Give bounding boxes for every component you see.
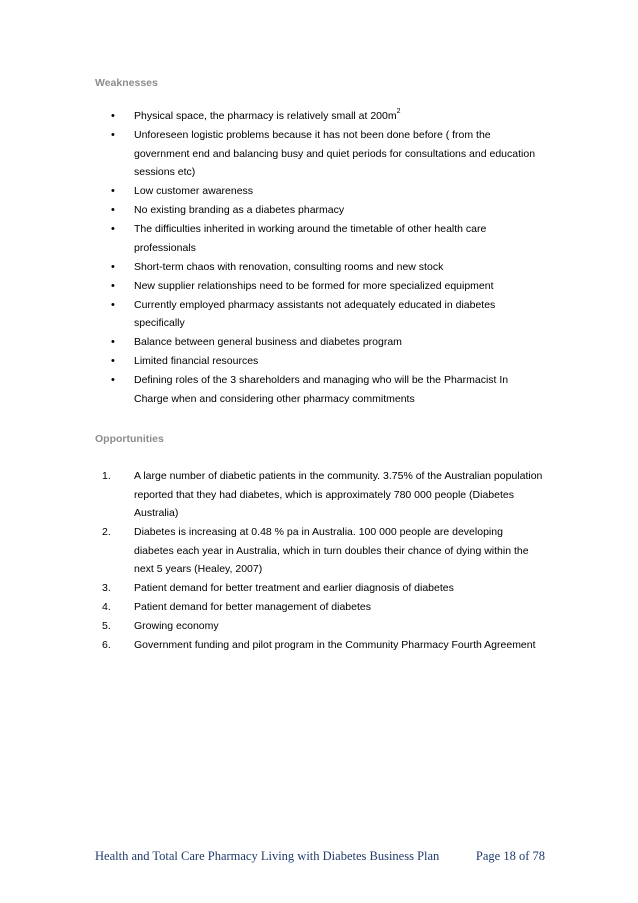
opportunity-text: A large number of diabetic patients in the community. 3.75% of the Australian population reported that they had diabetes, which is approximately 780 000 people (Diabetes Australia): [134, 470, 543, 519]
weakness-item: [95, 107, 545, 126]
footer-document-title: Health and Total Care Pharmacy Living with Diabetes Business Plan: [95, 849, 440, 863]
weakness-item: [95, 182, 545, 201]
bullet-icon: •: [111, 260, 115, 273]
opportunity-text: Patient demand for better treatment and earlier diagnosis of diabetes: [134, 582, 454, 594]
opportunity-item: [95, 579, 545, 598]
weakness-text: Unforeseen logistic problems because it has not been done before ( from the government end and balancing busy and quiet periods for consultations and education sessions etc): [134, 129, 536, 178]
weakness-text: Limited financial resources: [134, 355, 259, 367]
item-number: 2.: [102, 526, 111, 538]
superscript: 2: [396, 108, 401, 115]
weakness-item: [95, 277, 545, 296]
weakness-item: [95, 258, 545, 277]
weakness-text: Physical space, the pharmacy is relatively small at 200m: [134, 110, 397, 122]
opportunity-text: Government funding and pilot program in the Community Pharmacy Fourth Agreement: [134, 639, 536, 651]
weaknesses-heading: Weaknesses: [95, 77, 158, 89]
weakness-text: Defining roles of the 3 shareholders and managing who will be the Pharmacist In Charge when and considering other pharmacy commitments: [134, 374, 509, 405]
bullet-icon: •: [111, 279, 115, 292]
weakness-item: [95, 126, 545, 182]
opportunities-list: [95, 467, 545, 655]
weakness-text: No existing branding as a diabetes pharmacy: [134, 204, 345, 216]
bullet-icon: •: [111, 223, 115, 235]
weakness-item: [95, 220, 545, 257]
bullet-icon: •: [111, 355, 115, 367]
weakness-item: [95, 333, 545, 352]
weakness-item: [95, 352, 545, 371]
item-number: 6.: [102, 639, 111, 651]
weakness-text: New supplier relationships need to be formed for more specialized equipment: [134, 279, 494, 292]
weakness-item: [95, 296, 545, 333]
bullet-icon: •: [111, 336, 115, 348]
weakness-text: Balance between general business and diabetes program: [134, 336, 402, 348]
weakness-text: Low customer awareness: [134, 185, 254, 197]
bullet-icon: •: [111, 129, 115, 141]
item-number: 4.: [102, 601, 111, 613]
item-number: 1.: [102, 470, 111, 482]
opportunity-text: Diabetes is increasing at 0.48 % pa in Australia. 100 000 people are developing diabetes each year in Australia, which in turn doubles their chance of dying within the next 5 years (Healey, 2007): [134, 526, 529, 575]
opportunity-item: [95, 523, 545, 579]
bullet-icon: •: [111, 204, 115, 216]
opportunity-text: Patient demand for better management of diabetes: [134, 601, 371, 613]
item-number: 3.: [102, 582, 111, 594]
bullet-icon: •: [111, 374, 115, 386]
opportunities-heading: Opportunities: [95, 433, 164, 445]
bullet-icon: •: [111, 185, 115, 197]
opportunity-item: [95, 636, 545, 655]
weakness-text: The difficulties inherited in working around the timetable of other health care professionals: [134, 223, 487, 254]
weaknesses-list: [95, 107, 545, 409]
item-number: 5.: [102, 620, 111, 632]
opportunity-item: [95, 467, 545, 523]
bullet-icon: •: [111, 110, 115, 122]
opportunity-item: [95, 617, 545, 636]
bullet-icon: •: [111, 298, 115, 311]
opportunity-item: [95, 598, 545, 617]
weakness-item: [95, 201, 545, 220]
weakness-text: Short-term chaos with renovation, consulting rooms and new stock: [134, 260, 444, 273]
weakness-item: [95, 371, 545, 408]
weakness-text: Currently employed pharmacy assistants not adequately educated in diabetes specifically: [134, 298, 496, 329]
footer-page-number: Page 18 of 78: [475, 849, 545, 863]
opportunity-text: Growing economy: [134, 620, 219, 632]
